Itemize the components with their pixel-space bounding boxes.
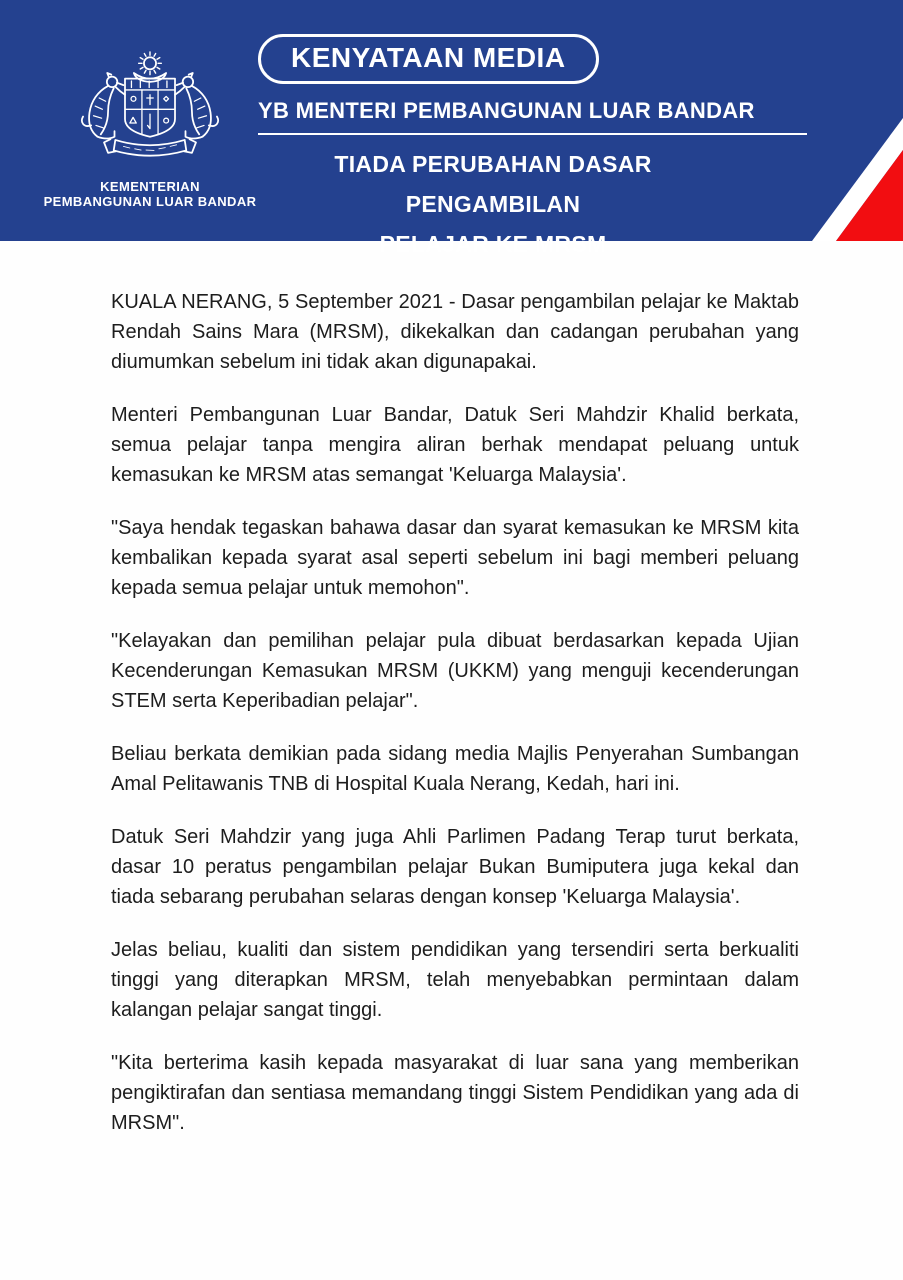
header-divider — [258, 133, 807, 135]
title-line2: PELAJAR KE MRSM — [379, 231, 607, 257]
minister-subtitle: YB MENTERI PEMBANGUNAN LUAR BANDAR — [258, 98, 755, 123]
ministry-name — [30, 179, 270, 209]
paragraph-minister-statement: Menteri Pembangunan Luar Bandar, Datuk Seri Mahdzir Khalid berkata, semua pelajar tanpa mengira aliran berhak mendapat peluang untuk kemasukan ke MRSM atas semangat 'Keluarga Malaysia'. — [111, 404, 799, 486]
ministry-name-line2: PEMBANGUNAN LUAR BANDAR — [43, 194, 257, 209]
paragraph-quality: Jelas beliau, kualiti dan sistem pendidikan yang tersendiri serta berkualiti tinggi yang diterapkan MRSM, telah menyebabkan permintaan dalam kalangan pelajar sangat tinggi. — [111, 939, 799, 1021]
ministry-logo-block — [30, 48, 270, 209]
press-release-body — [111, 287, 799, 1161]
press-release-header — [0, 0, 903, 257]
coat-of-arms-icon — [57, 48, 243, 169]
title-line1: TIADA PERUBAHAN DASAR PENGAMBILAN — [334, 151, 652, 217]
paragraph-quote-thanks: "Kita berterima kasih kepada masyarakat di luar sana yang memberikan pengiktirafan dan sentiasa memandang tinggi Sistem Pendidikan yang ada di MRSM". — [111, 1052, 799, 1134]
paragraph-dateline: KUALA NERANG, 5 September 2021 - Dasar pengambilan pelajar ke Maktab Rendah Sains Mara (MRSM), dikekalkan dan cadangan perubahan yang diumumkan sebelum ini tidak akan digunapakai. — [111, 291, 799, 373]
paragraph-quote-policy: "Saya hendak tegaskan bahawa dasar dan syarat kemasukan ke MRSM kita kembalikan kepada syarat asal seperti sebelum ini bagi memberi peluang kepada semua pelajar untuk memohon". — [111, 517, 799, 599]
paragraph-quote-ukkm: "Kelayakan dan pemilihan pelajar pula dibuat berdasarkan kepada Ujian Kecenderungan Kemasukan MRSM (UKKM) yang menguji kecenderungan STEM serta Keperibadian pelajar". — [111, 630, 799, 712]
paragraph-bumiputera-policy: Datuk Seri Mahdzir yang juga Ahli Parlimen Padang Terap turut berkata, dasar 10 peratus pengambilan pelajar Bukan Bumiputera juga kekal dan tiada sebarang perubahan selaras dengan konsep 'Keluarga Malaysia'. — [111, 826, 799, 908]
header-text-column — [258, 0, 818, 257]
ministry-name-line1: KEMENTERIAN — [100, 179, 200, 194]
paragraph-event-context: Beliau berkata demikian pada sidang media Majlis Penyerahan Sumbangan Amal Pelitawanis TNB di Hospital Kuala Nerang, Kedah, hari ini. — [111, 743, 799, 795]
press-release-title — [258, 144, 728, 264]
media-statement-badge: KENYATAAN MEDIA — [258, 34, 599, 84]
